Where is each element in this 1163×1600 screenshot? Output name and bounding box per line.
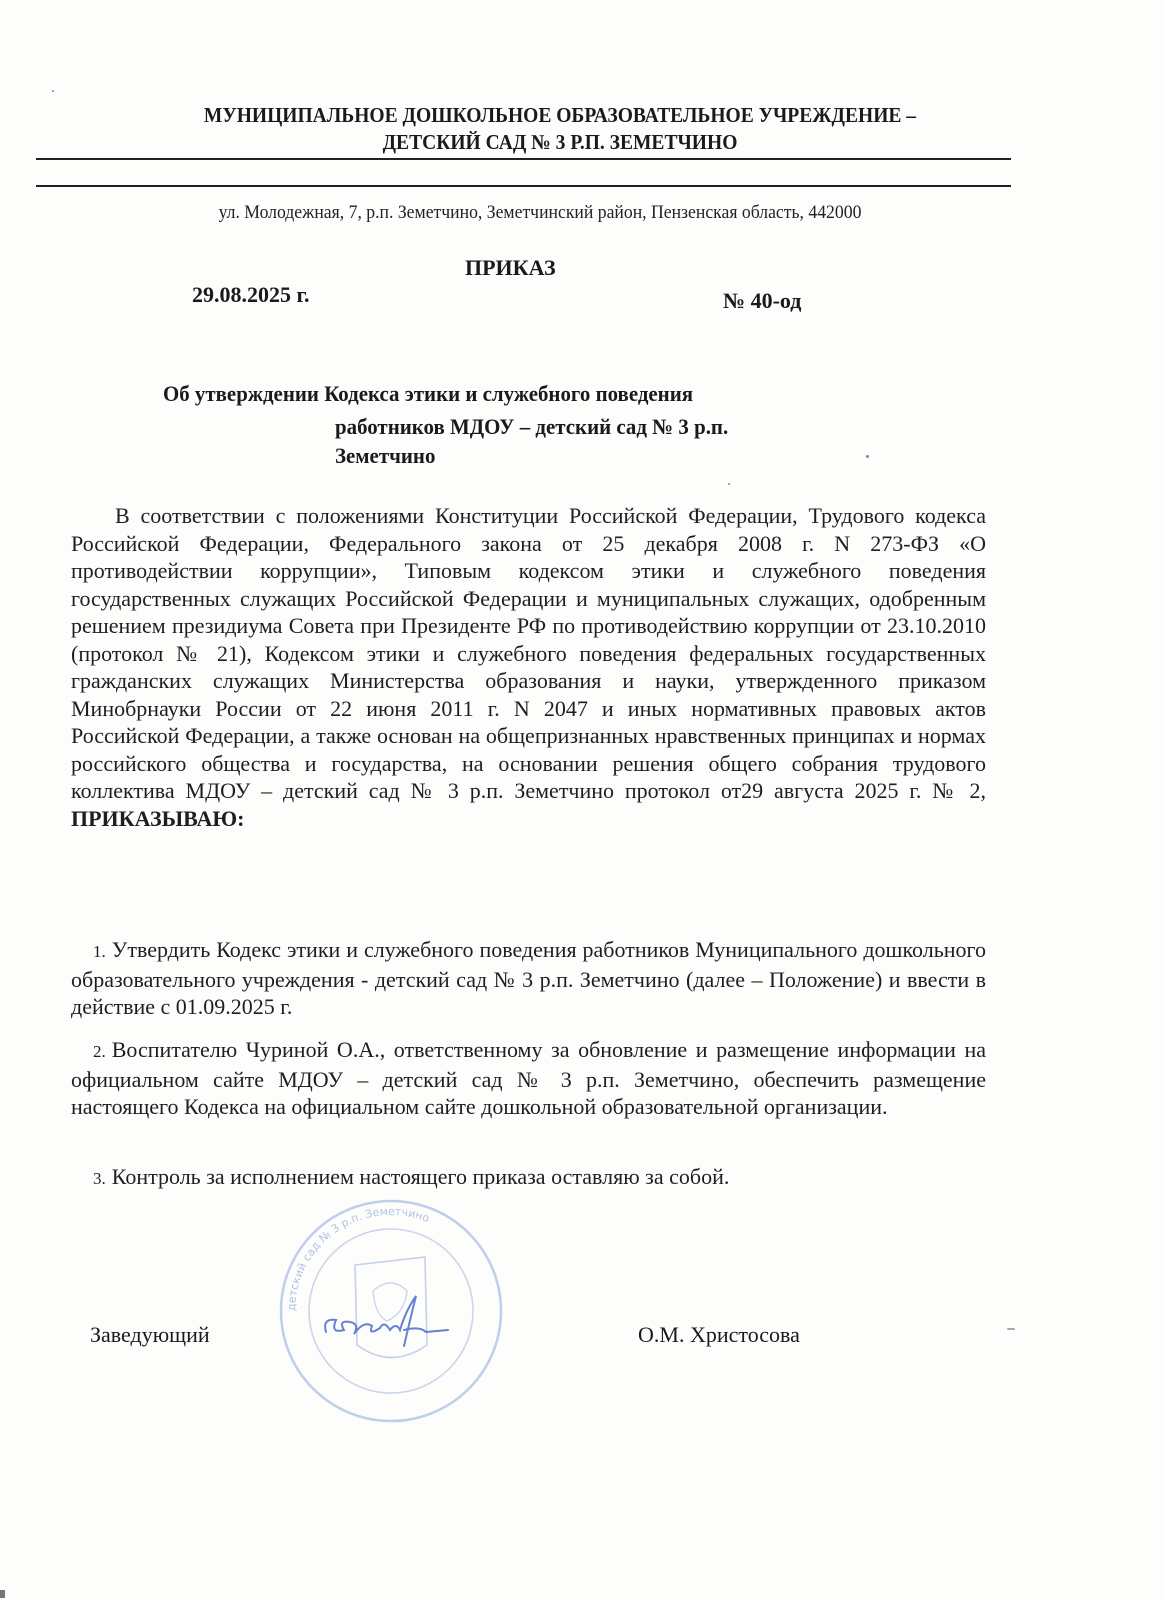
item-text: Контроль за исполнением настоящего приказа оставляю за собой. [111,1164,730,1189]
scan-speck [728,483,730,485]
item-number: 3. [93,1169,106,1188]
order-item-1 [71,936,986,1021]
item-number: 2. [93,1042,106,1061]
item-text: Утвердить Кодекс этики и служебного поведения работников Муниципального дошкольного образовательного учреждения - детский сад № 3 р.п. Земетчино (далее – Положение) и ввести в действие с 01.09.2025 г. [71,937,986,1019]
signatory-name: О.М. Христосова [638,1322,800,1347]
subject-line-3: Земетчино [335,443,436,468]
order-command: ПРИКАЗЫВАЮ: [71,805,245,831]
order-title: ПРИКАЗ [465,255,556,280]
scan-edge-mark [0,1590,5,1598]
org-name-line-1: МУНИЦИПАЛЬНОЕ ДОШКОЛЬНОЕ ОБРАЗОВАТЕЛЬНОЕ УЧРЕЖДЕНИЕ – [203,103,917,127]
org-address: ул. Молодежная, 7, р.п. Земетчино, Земетчинский район, Пензенская область, 442000 [218,202,862,223]
scan-speck [52,90,54,92]
preamble-paragraph [71,502,986,832]
order-item-3 [71,1163,986,1193]
subject-line-1: Об утверждении Кодекса этики и служебного поведения [163,381,694,406]
seal-text: детский сад № 3 р.п. Земетчино [284,1204,432,1312]
order-item-2 [71,1036,986,1121]
header-rule-bottom [36,185,1011,187]
scan-speck [866,455,869,458]
subject-line-2: работников МДОУ – детский сад № 3 р.п. [335,414,729,439]
order-number: № 40-од [723,288,802,313]
item-text: Воспитателю Чуриной О.А., ответственному за обновление и размещение информации на официальном сайте МДОУ – детский сад № 3 р.п. Земетчино, обеспечить размещение настоящего Кодекса на официальном сайте дошкольной образовательной организации. [71,1037,986,1119]
org-name-line-2: ДЕТСКИЙ САД № 3 Р.П. ЗЕМЕТЧИНО [382,130,738,154]
header-rule-top [36,158,1011,160]
preamble-text: В соответствии с положениями Конституции Российской Федерации, Трудового кодекса Российской Федерации, Федерального закона от 25 декабря 2008 г. N 273-ФЗ «О противодействии коррупции», Типовым кодексом этики и служебного поведения государственных служащих Российской Федерации и муниципальных служащих, одобренным решением президиума Совета при Президенте РФ по противодействию коррупции от 23.10.2010 (протокол № 21), Кодексом этики и служебного поведения федеральных государственных гражданских служащих Министерства образования и науки, утвержденного приказом Минобрнауки России от 22 июня 2011 г. N 2047 и иных нормативных правовых актов Российской Федерации, а также основан на общепризнанных нравственных принципах и нормах российского общества и государства, на основании решения общего собрания трудового коллектива МДОУ – детский сад № 3 р.п. Земетчино протокол от29 августа 2025 г. № 2, [71,503,986,803]
signature-icon [320,1290,455,1350]
order-date: 29.08.2025 г. [192,282,310,307]
scan-speck [1007,1328,1015,1330]
signatory-role: Заведующий [90,1322,210,1347]
item-number: 1. [93,942,106,961]
